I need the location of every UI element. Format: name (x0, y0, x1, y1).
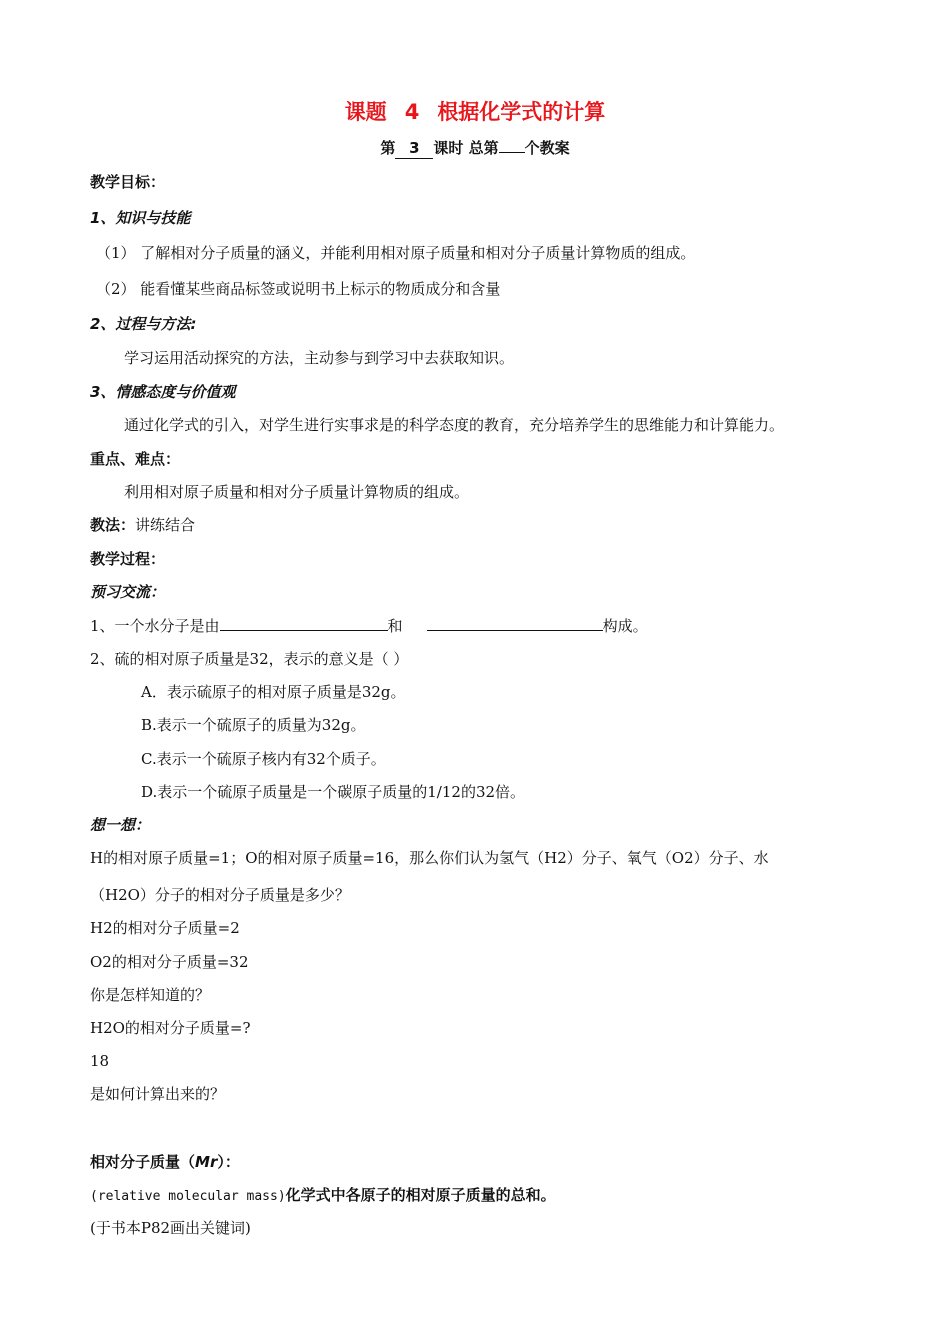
definition-heading: 相对分子质量（Mr）： (90, 1153, 240, 1171)
option-a: A．表示硫原子的相对原子质量是32g。 (141, 683, 406, 701)
preview-question-1: 1、一个水分子是由 和 构成。 (90, 617, 648, 635)
mr-symbol: Mr (195, 1153, 218, 1171)
objectives-heading: 教学目标： (90, 173, 166, 191)
think-line-5: 你是怎样知道的？ (90, 986, 211, 1004)
think-line-2: （H2O）分子的相对分子质量是多少？ (90, 886, 350, 904)
key-points-heading: 重点、难点： (90, 450, 181, 468)
key-points-text: 利用相对原子质量和相对分子质量计算物质的组成。 (124, 483, 470, 501)
definition-text: 化学式中各原子的相对原子质量的总和。 (285, 1186, 556, 1204)
title-number: 4 (404, 100, 420, 124)
process-text: 学习运用活动探究的方法，主动参与到学习中去获取知识。 (124, 349, 515, 367)
method-text: 讲练结合 (135, 516, 196, 534)
emotion-text: 通过化学式的引入，对学生进行实事求是的科学态度的教育，充分培养学生的思维能力和计算能力。 (124, 416, 785, 434)
option-c: C.表示一个硫原子核内有32个质子。 (141, 750, 386, 768)
definition-line (90, 1185, 556, 1207)
knowledge-item-1: （1） 了解相对分子质量的涵义，并能利用相对原子质量和相对分子质量计算物质的组成。 (96, 244, 696, 262)
process-heading: 2、过程与方法: (90, 315, 197, 333)
think-line-8: 是如何计算出来的？ (90, 1085, 226, 1103)
think-line-4: O2的相对分子质量=32 (90, 953, 249, 971)
lesson-number: 3 (395, 138, 433, 159)
preview-question-2: 2、硫的相对原子质量是32，表示的意义是（ ） (90, 650, 409, 668)
emotion-heading: 3、情感态度与价值观 (90, 383, 236, 401)
page-title (0, 98, 950, 126)
think-line-1: H的相对原子质量=1；O的相对原子质量=16，那么你们认为氢气（H2）分子、氧气（O2）分子、水 (90, 849, 769, 867)
title-prefix: 课题 (344, 100, 387, 124)
teaching-process-heading: 教学过程： (90, 550, 166, 568)
total-number-blank (499, 152, 525, 153)
think-line-7: 18 (90, 1052, 110, 1070)
textbook-note: (于书本P82画出关键词) (90, 1219, 251, 1237)
method-line (90, 515, 195, 535)
think-heading: 想一想： (90, 816, 151, 834)
definition-english: (relative molecular mass) (90, 1189, 286, 1204)
knowledge-heading: 1、知识与技能 (90, 209, 191, 227)
option-d: D.表示一个硫原子质量是一个碳原子质量的1/12的32倍。 (141, 783, 526, 801)
method-heading: 教法： (90, 516, 136, 534)
knowledge-item-2: （2） 能看懂某些商品标签或说明书上标示的物质成分和含量 (96, 280, 501, 298)
preview-heading: 预习交流： (90, 583, 166, 601)
think-line-6: H2O的相对分子质量=? (90, 1019, 251, 1037)
think-line-3: H2的相对分子质量=2 (90, 919, 240, 937)
answer-blank-1 (220, 616, 388, 631)
lesson-subtitle: 第 3 课时 总第 个教案 (380, 139, 570, 157)
title-text: 根据化学式的计算 (437, 100, 606, 124)
answer-blank-2 (427, 616, 603, 631)
option-b: B.表示一个硫原子的质量为32g。 (141, 716, 366, 734)
